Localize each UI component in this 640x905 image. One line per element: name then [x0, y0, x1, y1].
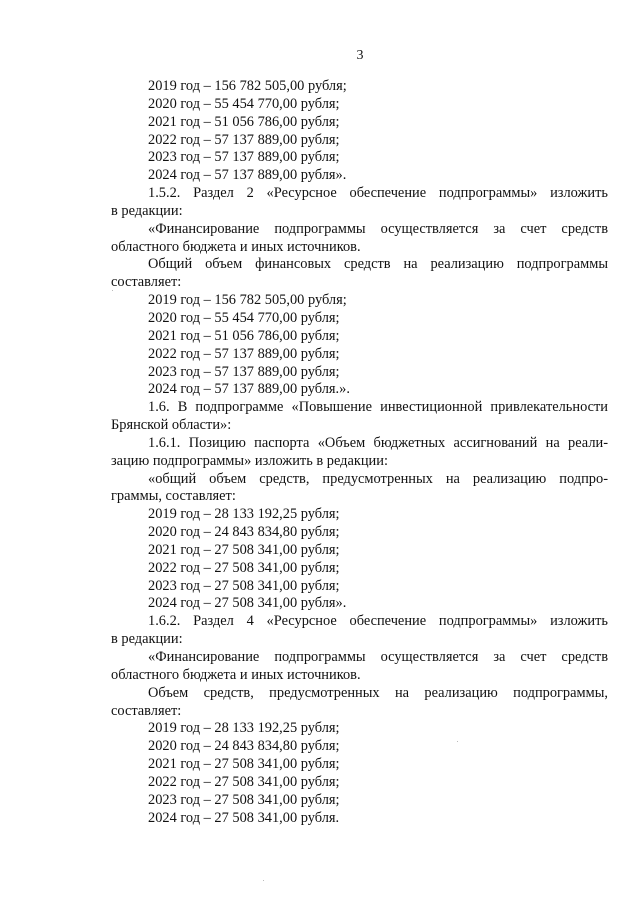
- text-line: 1.6.2. Раздел 4 «Ресурсное обеспечение подпрограммы» изложить: [148, 613, 608, 630]
- text-line: 2019 год – 156 782 505,00 рубля;: [148, 292, 347, 309]
- text-line: составляет:: [111, 274, 182, 291]
- text-line: граммы, составляет:: [111, 488, 236, 505]
- text-line: 2020 год – 24 843 834,80 рубля;: [148, 738, 340, 755]
- text-line: 2019 год – 28 133 192,25 рубля;: [148, 506, 340, 523]
- document-body: [111, 78, 608, 827]
- scan-speck: [263, 880, 264, 881]
- text-line: 2020 год – 55 454 770,00 рубля;: [148, 309, 340, 326]
- text-line: 2022 год – 57 137 889,00 рубля;: [148, 131, 340, 148]
- text-line: 2024 год – 57 137 889,00 рубля».: [148, 167, 347, 184]
- text-line: областного бюджета и иных источников.: [111, 666, 361, 683]
- text-line: Общий объем финансовых средств на реализацию подпрограммы: [148, 256, 608, 273]
- scan-speck: [457, 741, 458, 742]
- page-number: 3: [356, 48, 364, 63]
- text-line: 2022 год – 57 137 889,00 рубля;: [148, 345, 340, 362]
- text-line: 2023 год – 27 508 341,00 рубля;: [148, 577, 340, 594]
- text-line: 2020 год – 24 843 834,80 рубля;: [148, 524, 340, 541]
- text-line: в редакции:: [111, 202, 183, 219]
- text-line: 2024 год – 27 508 341,00 рубля.: [148, 809, 340, 826]
- text-line: 2023 год – 27 508 341,00 рубля;: [148, 791, 340, 808]
- text-line: областного бюджета и иных источников.: [111, 238, 361, 255]
- text-line: «общий объем средств, предусмотренных на реализацию подпро-: [148, 470, 608, 487]
- text-line: «Финансирование подпрограммы осуществляется за счет средств: [148, 649, 608, 665]
- text-line: 1.6. В подпрограмме «Повышение инвестиционной привлекательности: [148, 399, 608, 416]
- text-line: 2019 год – 28 133 192,25 рубля;: [148, 720, 340, 737]
- text-line: 2023 год – 57 137 889,00 рубля;: [148, 363, 340, 380]
- text-line: в редакции:: [111, 631, 183, 648]
- scan-speck: [112, 290, 113, 291]
- text-line: 2024 год – 57 137 889,00 рубля.».: [148, 381, 350, 398]
- text-line: Объем средств, предусмотренных на реализацию подпрограммы,: [148, 684, 608, 701]
- text-line: 2021 год – 51 056 786,00 рубля;: [148, 113, 340, 130]
- text-line: Брянской области»:: [111, 417, 232, 434]
- text-line: 2023 год – 57 137 889,00 рубля;: [148, 149, 340, 166]
- text-line: 2021 год – 27 508 341,00 рубля;: [148, 541, 340, 558]
- text-line: зацию подпрограммы» изложить в редакции:: [111, 452, 388, 469]
- text-line: 2019 год – 156 782 505,00 рубля;: [148, 78, 347, 94]
- text-line: 2022 год – 27 508 341,00 рубля;: [148, 559, 340, 576]
- text-line: 1.6.1. Позицию паспорта «Объем бюджетных ассигнований на реали-: [148, 434, 608, 451]
- text-line: 2020 год – 55 454 770,00 рубля;: [148, 95, 340, 112]
- text-line: 1.5.2. Раздел 2 «Ресурсное обеспечение подпрограммы» изложить: [148, 185, 608, 202]
- text-line: 2022 год – 27 508 341,00 рубля;: [148, 773, 340, 790]
- text-line: составляет:: [111, 702, 182, 719]
- text-line: «Финансирование подпрограммы осуществляется за счет средств: [148, 220, 608, 237]
- text-line: 2024 год – 27 508 341,00 рубля».: [148, 595, 347, 612]
- text-line: 2021 год – 51 056 786,00 рубля;: [148, 327, 340, 344]
- text-line: 2021 год – 27 508 341,00 рубля;: [148, 756, 340, 773]
